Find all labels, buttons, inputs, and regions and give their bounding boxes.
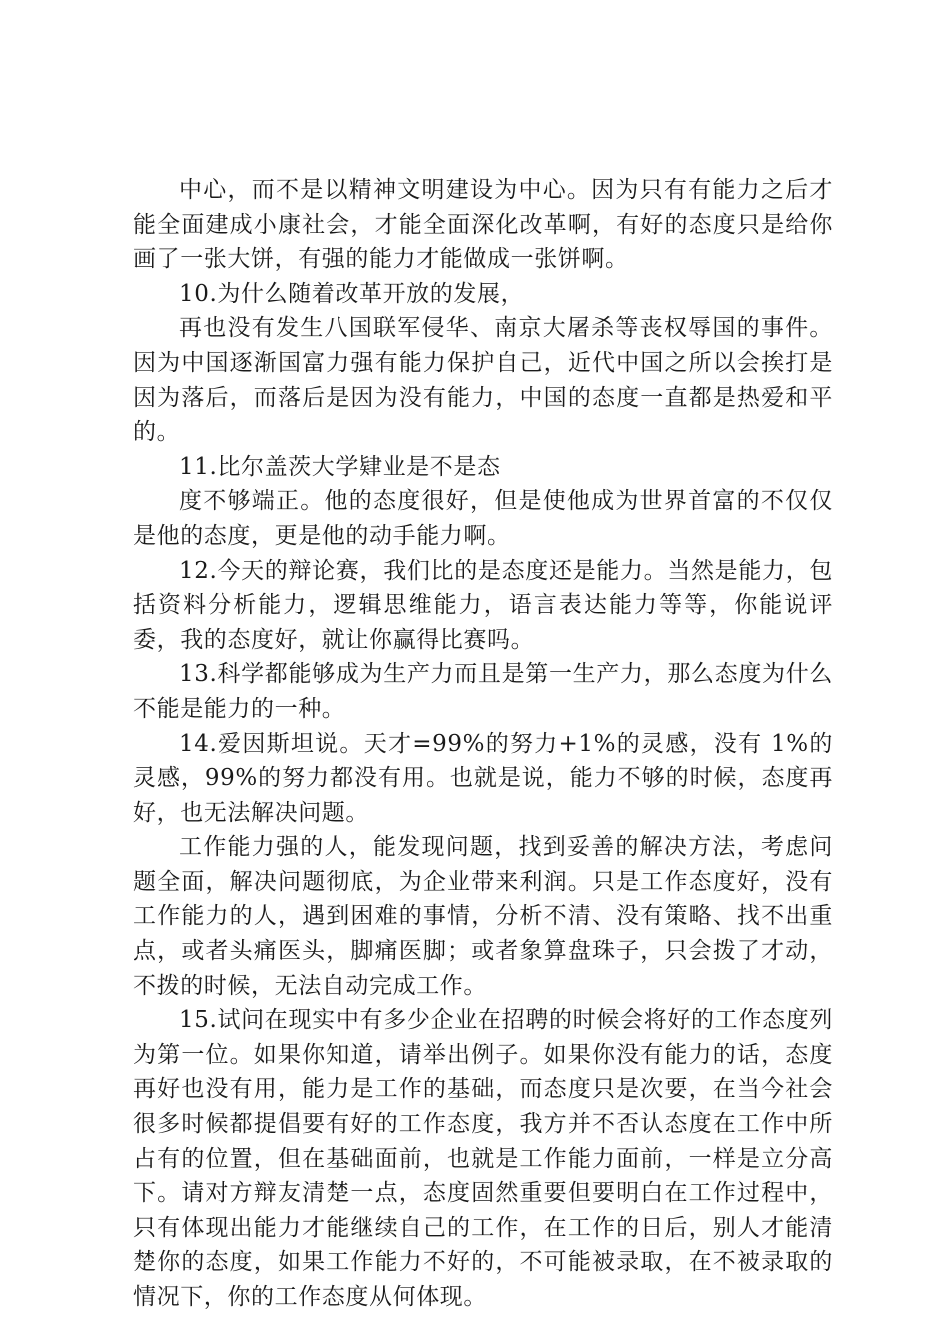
paragraph: 工作能力强的人，能发现问题，找到妥善的解决方法，考虑问题全面，解决问题彻底，为企业带来利润。只是工作态度好，没有工作能力的人，遇到困难的事情，分析不清、没有策略、找不出重点，或者头痛医头，脚痛医脚；或者象算盘珠子，只会拨了才动，不拨的时候，无法自动完成工作。 <box>133 834 833 999</box>
list-item-13: 13.科学都能够成为生产力而且是第一生产力，那么态度为什么不能是能力的一种。 <box>133 661 833 722</box>
list-item-10: 10.为什么随着改革开放的发展， <box>179 280 525 307</box>
list-item-12: 12.今天的辩论赛，我们比的是态度还是能力。当然是能力，包括资料分析能力，逻辑思维能力，语言表达能力等等，你能说评委，我的态度好，就让你赢得比赛吗。 <box>133 557 833 653</box>
paragraph: 再也没有发生八国联军侵华、南京大屠杀等丧权辱国的事件。因为中国逐渐国富力强有能力保护自己，近代中国之所以会挨打是因为落后，而落后是因为没有能力，中国的态度一直都是热爱和平的。 <box>133 315 833 446</box>
paragraph: 度不够端正。他的态度很好，但是使他成为世界首富的不仅仅是他的态度，更是他的动手能力啊。 <box>133 488 833 549</box>
list-item-11: 11.比尔盖茨大学肄业是不是态 <box>179 453 501 480</box>
paragraph: 中心，而不是以精神文明建设为中心。因为只有有能力之后才能全面建成小康社会，才能全面深化改革啊，有好的态度只是给你画了一张大饼，有强的能力才能做成一张饼啊。 <box>133 177 833 273</box>
body-text <box>133 173 833 1315</box>
list-item-15: 15.试问在现实中有多少企业在招聘的时候会将好的工作态度列为第一位。如果你知道，请举出例子。如果你没有能力的话，态度再好也没有用，能力是工作的基础，而态度只是次要，在当今社会很多时候都提倡要有好的工作态度，我方并不否认态度在工作中所占有的位置，但在基础面前，也就是工作能力面前，一样是立分高下。请对方辩友清楚一点，态度固然重要但要明白在工作过程中，只有体现出能力才能继续自己的工作，在工作的日后，别人才能清楚你的态度，如果工作能力不好的，不可能被录取，在不被录取的情况下，你的工作态度从何体现。 <box>133 1007 833 1310</box>
list-item-14: 14.爱因斯坦说。天才=99%的努力+1%的灵感，没有 1%的灵感，99%的努力都没有用。也就是说，能力不够的时候，态度再好，也无法解决问题。 <box>133 730 833 826</box>
